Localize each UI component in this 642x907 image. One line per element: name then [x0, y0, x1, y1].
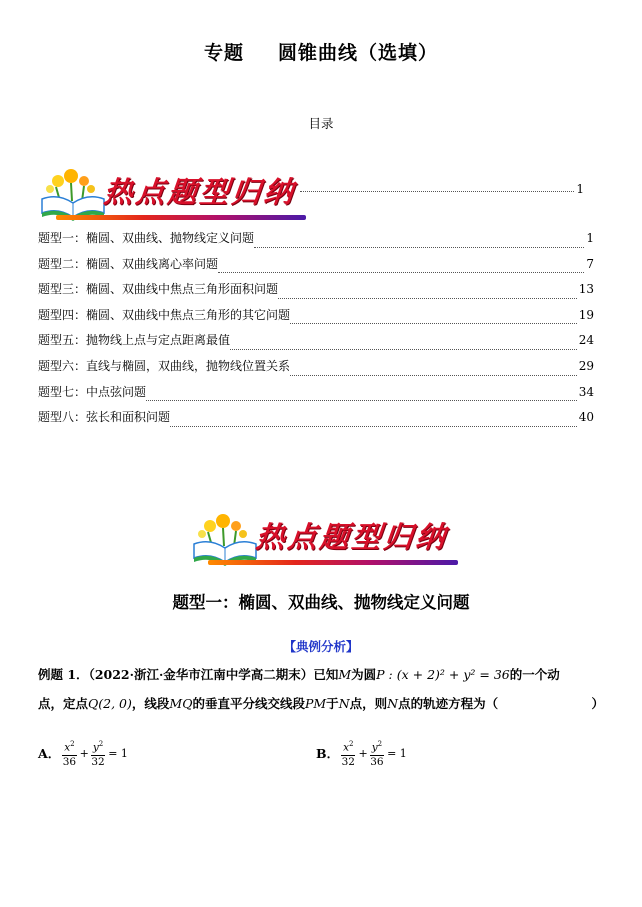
- dot-leader: [290, 374, 577, 376]
- toc-entry-page: 24: [578, 333, 594, 348]
- example-question: [38, 660, 604, 718]
- toc-entry[interactable]: [38, 303, 594, 329]
- title-part-2: 圆锥曲线（选填）: [278, 42, 439, 64]
- toc-entry[interactable]: [38, 277, 594, 303]
- question-line-2: 点，定点Q(2, 0)，线段MQ的垂直平分线交线段PM于N点，则N点的轨迹方程为（ ）: [38, 696, 604, 711]
- dot-leader: [218, 271, 584, 273]
- dot-leader: [170, 425, 577, 427]
- toc-entry-title: 题型一：椭圆、双曲线、抛物线定义问题: [38, 231, 255, 245]
- toc-page: 1: [576, 182, 584, 196]
- option-label: A．: [38, 746, 61, 762]
- toc-entry-page: 19: [578, 307, 594, 322]
- toc-entry[interactable]: [38, 328, 594, 354]
- hot-topics-banner-section: [190, 510, 460, 568]
- section-title: 题型一：椭圆、双曲线、抛物线定义问题: [172, 593, 470, 612]
- toc-entry-title: 题型二：椭圆、双曲线离心率问题: [38, 256, 219, 271]
- banner-text: 热点题型归纳: [102, 175, 298, 209]
- question-line-1: 例题 1．（2022·浙江·金华市江南中学高二期末）已知M为圆P : (x + 2)² + y² = 36的一个动: [38, 667, 560, 682]
- dot-leader: [230, 348, 577, 350]
- toc-heading: 目录: [308, 116, 334, 131]
- toc-entry-page: 40: [578, 410, 594, 425]
- hot-topics-banner: [38, 165, 308, 223]
- toc-entry-page: 1: [586, 231, 594, 245]
- dot-leader: [254, 246, 584, 248]
- toc-entry[interactable]: [38, 405, 594, 431]
- toc-entry-title: 题型三：椭圆、双曲线中焦点三角形面积问题: [38, 282, 279, 297]
- title-part-1: 专题: [203, 42, 244, 64]
- dot-leader: [300, 190, 574, 192]
- toc-entry[interactable]: [38, 354, 594, 380]
- toc-entry-title: 题型六：直线与椭圆，双曲线，抛物线位置关系: [38, 358, 291, 373]
- banner-underline: [208, 560, 458, 565]
- toc-entry-page: 13: [578, 282, 594, 297]
- toc-entry-title: 题型五：抛物线上点与定点距离最值: [38, 333, 231, 348]
- document-title: [0, 38, 642, 65]
- toc-entry-page: 7: [586, 256, 594, 271]
- toc-entry-title: 题型七：中点弦问题: [38, 384, 147, 399]
- toc-entry-hot-topics[interactable]: [300, 182, 584, 196]
- banner-text: 热点题型归纳: [254, 520, 450, 554]
- toc-entry-page: 29: [578, 358, 594, 373]
- toc-entry[interactable]: [38, 380, 594, 406]
- option-label: B．: [316, 746, 340, 762]
- toc-entry-page: 34: [578, 384, 594, 399]
- toc-entry-title: 题型八：弦长和面积问题: [38, 410, 171, 425]
- option-b[interactable]: B． $\frac{x^2}{32}$ + $\frac{y^2}{36}$ = 1: [316, 740, 407, 768]
- table-of-contents: [38, 226, 594, 431]
- toc-entry-title: 题型四：椭圆、双曲线中焦点三角形的其它问题: [38, 307, 291, 322]
- dot-leader: [290, 322, 577, 324]
- dot-leader: [146, 399, 577, 401]
- toc-entry[interactable]: [38, 226, 594, 252]
- option-a[interactable]: A． $\frac{x^2}{36}$ + $\frac{y^2}{32}$ = 1: [38, 740, 128, 768]
- dot-leader: [278, 297, 577, 299]
- toc-entry[interactable]: [38, 252, 594, 278]
- example-analysis-tag: 【典例分析】: [283, 639, 359, 654]
- banner-underline: [56, 215, 306, 220]
